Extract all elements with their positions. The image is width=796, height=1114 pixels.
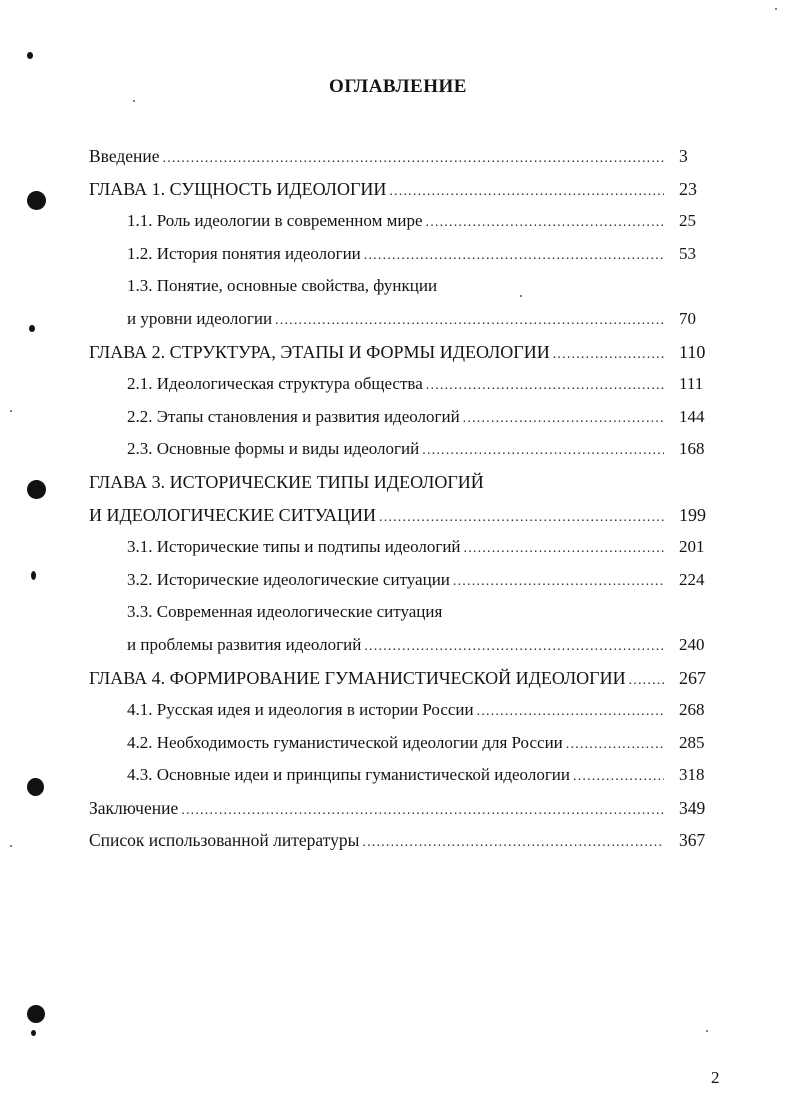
toc-section — [89, 531, 729, 564]
toc-section — [89, 205, 729, 238]
toc-section — [89, 759, 729, 792]
toc-entry-label: 4.2. Необходимость гуманистической идеологии для России — [127, 732, 563, 752]
toc-entry-page: 144 — [679, 406, 705, 426]
toc-section — [89, 564, 729, 597]
dot-leader — [566, 729, 664, 762]
toc-entry-page: 224 — [679, 569, 705, 589]
toc-entry-label: Список использованной литературы — [89, 830, 360, 851]
toc-entry-page: 53 — [679, 243, 696, 263]
table-of-contents — [89, 140, 729, 857]
toc-entry-label: 3.1. Исторические типы и подтипы идеологий — [127, 537, 461, 557]
toc-entry-label: 2.2. Этапы становления и развития идеологий — [127, 406, 460, 426]
toc-entry-page: 3 — [679, 146, 688, 166]
toc-section-continuation — [89, 303, 729, 336]
toc-entry-page: 267 — [679, 667, 706, 688]
scan-speck — [10, 845, 12, 847]
toc-section — [89, 694, 729, 727]
dot-leader — [163, 143, 664, 176]
dot-leader — [422, 435, 664, 468]
toc-entry — [89, 824, 729, 857]
dot-leader — [426, 207, 665, 240]
toc-section — [89, 433, 729, 466]
dot-leader — [464, 533, 664, 566]
punch-mark — [29, 325, 35, 332]
toc-section — [89, 401, 729, 434]
toc-entry-label: 2.3. Основные формы и виды идеологий — [127, 439, 420, 459]
punch-hole — [27, 480, 46, 499]
toc-entry-label: и проблемы развития идеологий — [127, 634, 362, 654]
toc-entry-page: 168 — [679, 439, 705, 459]
toc-entry-label: И ИДЕОЛОГИЧЕСКИЕ СИТУАЦИИ — [89, 504, 376, 525]
toc-entry-page: 268 — [679, 700, 705, 720]
punch-mark — [27, 52, 33, 59]
scan-speck — [706, 1030, 708, 1032]
toc-entry-page: 25 — [679, 211, 696, 231]
toc-entry-page: 70 — [679, 308, 696, 328]
toc-entry-label: ГЛАВА 2. СТРУКТУРА, ЭТАПЫ И ФОРМЫ ИДЕОЛОГИИ — [89, 341, 550, 362]
dot-leader — [477, 696, 664, 729]
toc-entry-label: Заключение — [89, 797, 179, 818]
toc-entry-label: 2.1. Идеологическая структура общества — [127, 374, 423, 394]
punch-mark — [31, 571, 36, 580]
toc-entry-label: и уровни идеологии — [127, 308, 273, 328]
scan-speck — [775, 8, 777, 10]
toc-entry-label: ГЛАВА 4. ФОРМИРОВАНИЕ ГУМАНИСТИЧЕСКОЙ ИДЕОЛОГИИ — [89, 667, 626, 688]
dot-leader — [426, 370, 664, 403]
punch-hole — [27, 191, 46, 210]
toc-entry-label: Введение — [89, 146, 160, 166]
toc-section — [89, 270, 729, 303]
toc-entry-label: ГЛАВА 3. ИСТОРИЧЕСКИЕ ТИПЫ ИДЕОЛОГИЙ — [89, 471, 484, 492]
toc-entry-page: 110 — [679, 341, 706, 362]
toc-section — [89, 368, 729, 401]
dot-leader — [364, 240, 664, 273]
dot-leader — [553, 339, 664, 372]
page-number: 2 — [711, 1068, 720, 1087]
page-title: ОГЛАВЛЕНИЕ — [329, 76, 467, 97]
toc-entry-page: 349 — [679, 797, 706, 818]
dot-leader — [379, 502, 664, 535]
toc-entry-label: ГЛАВА 1. СУЩНОСТЬ ИДЕОЛОГИИ — [89, 178, 387, 199]
dot-leader — [453, 566, 664, 599]
punch-hole — [27, 1005, 45, 1023]
dot-leader — [364, 631, 664, 664]
toc-entry-page: 318 — [679, 765, 705, 785]
toc-chapter — [89, 173, 729, 206]
toc-entry-label: 4.1. Русская идея и идеология в истории России — [127, 700, 474, 720]
toc-entry — [89, 140, 729, 173]
dot-leader — [181, 795, 664, 828]
toc-chapter — [89, 336, 729, 369]
toc-entry-page: 199 — [679, 504, 706, 525]
toc-entry-label: 3.3. Современная идеологические ситуация — [127, 602, 443, 622]
toc-entry-page: 285 — [679, 732, 705, 752]
toc-entry-page: 23 — [679, 178, 697, 199]
punch-mark — [31, 1030, 36, 1036]
toc-chapter — [89, 662, 729, 695]
toc-entry-page: 201 — [679, 537, 705, 557]
toc-entry-label: 3.2. Исторические идеологические ситуации — [127, 569, 450, 589]
toc-entry-page: 240 — [679, 634, 705, 654]
toc-entry-page: 367 — [679, 830, 706, 851]
scan-speck — [133, 100, 135, 102]
toc-section — [89, 238, 729, 271]
toc-section-continuation — [89, 629, 729, 662]
dot-leader — [573, 761, 664, 794]
toc-section — [89, 596, 729, 629]
toc-entry-label: 4.3. Основные идеи и принципы гуманистической идеологии — [127, 765, 570, 785]
dot-leader — [389, 176, 664, 209]
toc-chapter — [89, 466, 729, 499]
toc-chapter-continuation — [89, 499, 729, 532]
dot-leader — [275, 305, 664, 338]
toc-section — [89, 727, 729, 760]
toc-entry — [89, 792, 729, 825]
dot-leader — [629, 665, 664, 698]
scan-speck — [10, 410, 12, 412]
punch-hole — [27, 778, 44, 796]
dot-leader — [463, 403, 664, 436]
dot-leader — [362, 827, 664, 860]
toc-entry-label: 1.1. Роль идеологии в современном мире — [127, 211, 423, 231]
toc-entry-label: 1.2. История понятия идеологии — [127, 243, 361, 263]
toc-entry-label: 1.3. Понятие, основные свойства, функции — [127, 276, 438, 296]
toc-entry-page: 111 — [679, 374, 704, 394]
